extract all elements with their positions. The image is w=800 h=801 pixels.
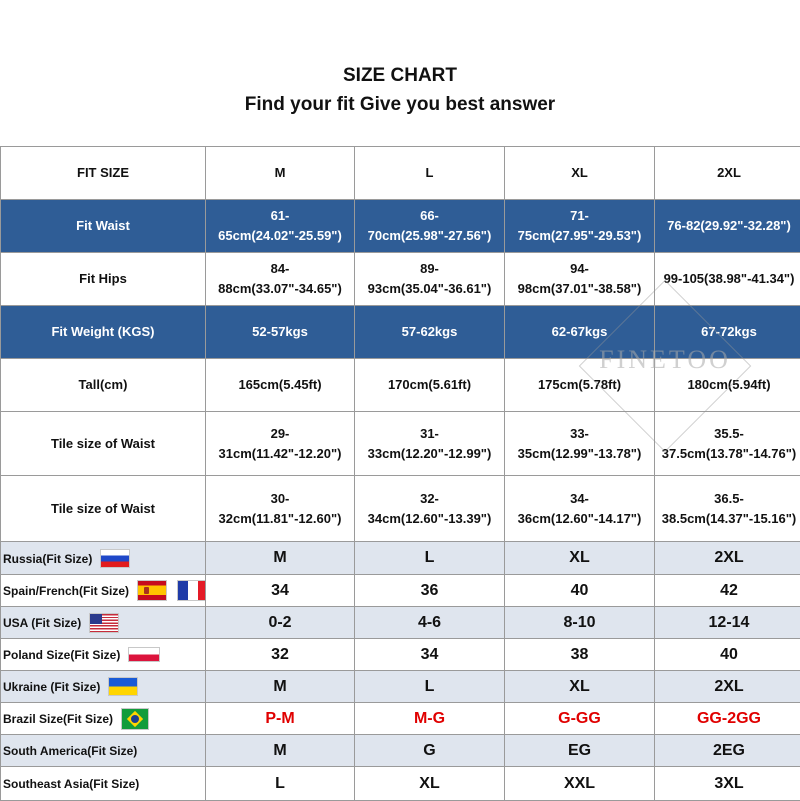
russia-flag-icon — [100, 549, 130, 568]
brazil-flag-icon — [121, 708, 149, 730]
cell-l: 34 — [355, 639, 505, 671]
cell-2xl: 2XL — [655, 671, 800, 703]
row-label-cell — [1, 607, 206, 639]
cell-l: 32-34cm(12.60"-13.39") — [355, 476, 505, 542]
cell-2xl: 42 — [655, 575, 800, 607]
cell-m: 29-31cm(11.42"-12.20") — [206, 412, 355, 476]
page-title: SIZE CHART — [0, 62, 800, 90]
cell-xl: 62-67kgs — [505, 306, 655, 359]
title-block — [0, 62, 800, 120]
cell-l: 66-70cm(25.98"-27.56") — [355, 200, 505, 253]
row-label: Fit Weight (KGS) — [1, 306, 206, 359]
row-label-cell — [1, 767, 206, 801]
page-subtitle: Find your fit Give you best answer — [0, 90, 800, 120]
row-label-cell — [1, 735, 206, 767]
cell-m: 34 — [206, 575, 355, 607]
cell-l: L — [355, 147, 505, 200]
cell-m: 52-57kgs — [206, 306, 355, 359]
cell-l: 31-33cm(12.20"-12.99") — [355, 412, 505, 476]
table-row-southeast-asia — [1, 767, 800, 801]
table-row-ukraine — [1, 671, 800, 703]
cell-xl: 34-36cm(12.60"-14.17") — [505, 476, 655, 542]
cell-2xl: 36.5-38.5cm(14.37"-15.16") — [655, 476, 800, 542]
table-row-tile-waist-1 — [1, 412, 800, 476]
table-row-poland — [1, 639, 800, 671]
cell-m: M — [206, 542, 355, 575]
row-label: Ukraine (Fit Size) — [3, 680, 100, 694]
row-label: USA (Fit Size) — [3, 616, 81, 630]
table-row-brazil — [1, 703, 800, 735]
table-row-fit-waist — [1, 200, 800, 253]
cell-xl: 71-75cm(27.95"-29.53") — [505, 200, 655, 253]
poland-flag-icon — [128, 647, 160, 662]
cell-l: 89-93cm(35.04"-36.61") — [355, 253, 505, 306]
cell-l: 36 — [355, 575, 505, 607]
watermark-text: FINETOO — [560, 345, 770, 375]
cell-2xl: 76-82(29.92"-32.28") — [655, 200, 800, 253]
cell-m: L — [206, 767, 355, 801]
usa-flag-icon — [89, 613, 119, 633]
cell-2xl: 40 — [655, 639, 800, 671]
cell-xl: XXL — [505, 767, 655, 801]
table-row-usa — [1, 607, 800, 639]
row-label: Fit Waist — [1, 200, 206, 253]
row-label: Tile size of Waist — [1, 476, 206, 542]
table-row-fit-weight — [1, 306, 800, 359]
cell-2xl: GG-2GG — [655, 703, 800, 735]
cell-xl: XL — [505, 671, 655, 703]
table-row-south-america — [1, 735, 800, 767]
cell-2xl: 35.5-37.5cm(13.78"-14.76") — [655, 412, 800, 476]
table-row-russia — [1, 542, 800, 575]
cell-2xl: 2XL — [655, 147, 800, 200]
cell-2xl: 180cm(5.94ft) — [655, 359, 800, 412]
row-label: Southeast Asia(Fit Size) — [3, 777, 139, 791]
cell-xl: XL — [505, 542, 655, 575]
row-label: Spain/French(Fit Size) — [3, 584, 129, 598]
cell-xl: XL — [505, 147, 655, 200]
row-label-cell — [1, 671, 206, 703]
row-label-cell — [1, 575, 206, 607]
row-label-cell — [1, 542, 206, 575]
cell-xl: 38 — [505, 639, 655, 671]
cell-l: 57-62kgs — [355, 306, 505, 359]
table-row-fit-size — [1, 147, 800, 200]
cell-2xl: 3XL — [655, 767, 800, 801]
cell-l: M-G — [355, 703, 505, 735]
cell-2xl: 2XL — [655, 542, 800, 575]
row-label-cell — [1, 639, 206, 671]
cell-l: L — [355, 671, 505, 703]
row-label: Tall(cm) — [1, 359, 206, 412]
cell-m: 84-88cm(33.07"-34.65") — [206, 253, 355, 306]
cell-xl: 94-98cm(37.01"-38.58") — [505, 253, 655, 306]
cell-l: G — [355, 735, 505, 767]
cell-m: 165cm(5.45ft) — [206, 359, 355, 412]
row-label: Poland Size(Fit Size) — [3, 648, 120, 662]
cell-xl: 40 — [505, 575, 655, 607]
table-row-tall — [1, 359, 800, 412]
cell-m: M — [206, 671, 355, 703]
row-label: FIT SIZE — [1, 147, 206, 200]
france-flag-icon — [177, 580, 205, 601]
row-label: Russia(Fit Size) — [3, 551, 92, 565]
row-label: South America(Fit Size) — [3, 744, 137, 758]
cell-m: 30-32cm(11.81"-12.60") — [206, 476, 355, 542]
cell-m: 32 — [206, 639, 355, 671]
row-label: Brazil Size(Fit Size) — [3, 712, 113, 726]
cell-l: XL — [355, 767, 505, 801]
cell-2xl: 67-72kgs — [655, 306, 800, 359]
cell-2xl: 2EG — [655, 735, 800, 767]
table-row-fit-hips — [1, 253, 800, 306]
cell-m: 0-2 — [206, 607, 355, 639]
cell-xl: EG — [505, 735, 655, 767]
spain-flag-icon — [137, 580, 167, 601]
cell-m: 61-65cm(24.02"-25.59") — [206, 200, 355, 253]
row-label: Fit Hips — [1, 253, 206, 306]
size-chart-table — [0, 146, 800, 801]
cell-2xl: 99-105(38.98"-41.34") — [655, 253, 800, 306]
cell-l: 4-6 — [355, 607, 505, 639]
cell-2xl: 12-14 — [655, 607, 800, 639]
row-label-cell — [1, 703, 206, 735]
table-row-tile-waist-2 — [1, 476, 800, 542]
cell-m: M — [206, 735, 355, 767]
table-row-spain-french — [1, 575, 800, 607]
cell-xl: 8-10 — [505, 607, 655, 639]
row-label: Tile size of Waist — [1, 412, 206, 476]
cell-xl: G-GG — [505, 703, 655, 735]
cell-l: 170cm(5.61ft) — [355, 359, 505, 412]
cell-xl: 175cm(5.78ft) — [505, 359, 655, 412]
cell-m: P-M — [206, 703, 355, 735]
cell-l: L — [355, 542, 505, 575]
cell-m: M — [206, 147, 355, 200]
ukraine-flag-icon — [108, 677, 138, 696]
cell-xl: 33-35cm(12.99"-13.78") — [505, 412, 655, 476]
